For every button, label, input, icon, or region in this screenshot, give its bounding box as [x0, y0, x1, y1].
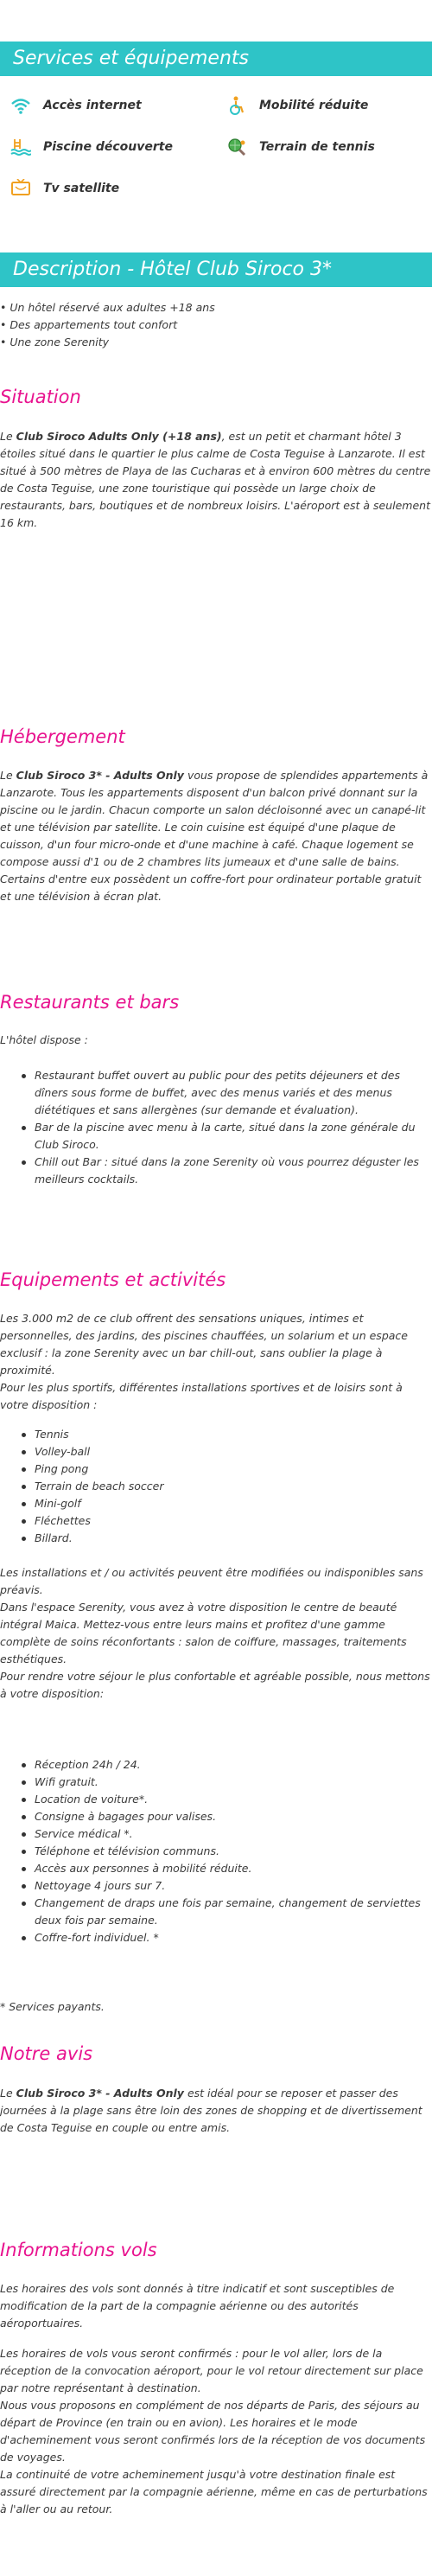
list-item: Wifi gratuit. — [0, 1774, 432, 1791]
services-list — [0, 1756, 432, 1946]
services-footnote: * Services payants. — [0, 2000, 105, 2013]
list-item: Changement de draps une fois par semaine, changement de serviettes deux fois par semaine. — [0, 1895, 432, 1929]
list-item: Réception 24h / 24. — [0, 1756, 432, 1774]
highlight-item: • Une zone Serenity — [0, 336, 110, 348]
tennis-icon — [226, 137, 247, 157]
list-item: Location de voiture*. — [0, 1791, 432, 1808]
amenity-label: Accès internet — [43, 99, 142, 112]
restaurants-list — [0, 1067, 432, 1188]
amenity-label: Tv satellite — [43, 182, 120, 195]
situation-text: Le Club Siroco Adults Only (+18 ans), est un petit et charmant hôtel 3 étoiles situé dans le quartier le plus calme de Costa Teguise à Lanzarote. Il est situé à 500 mètres de Playa de las Cucharas et à environ 600 mètres du centre de Costa Teguise, une zone touristique qui possède un large choix de restaurants, bars, boutiques et de nombreux loisirs. L'aéroport est à seulement 16 km. — [0, 430, 431, 529]
restaurants-heading: Restaurants et bars — [0, 992, 180, 1013]
list-item: Terrain de beach soccer — [0, 1478, 432, 1495]
highlight-item: • Des appartements tout confort — [0, 318, 178, 331]
amenity-accessibility — [226, 95, 368, 116]
amenity-label: Mobilité réduite — [259, 99, 369, 112]
amenity-tv — [10, 178, 119, 199]
hebergement-heading: Hébergement — [0, 726, 125, 747]
list-item: Coffre-fort individuel. * — [0, 1929, 432, 1946]
pool-icon — [10, 137, 31, 157]
amenity-wifi — [10, 95, 142, 116]
highlights-list — [0, 299, 432, 351]
highlight-item: • Un hôtel réservé aux adultes +18 ans — [0, 301, 215, 314]
list-item: Bar de la piscine avec menu à la carte, situé dans la zone générale du Club Siroco. — [0, 1119, 432, 1154]
services-header: Services et équipements — [0, 42, 432, 76]
list-item: Nettoyage 4 jours sur 7. — [0, 1877, 432, 1895]
list-item: Ping pong — [0, 1461, 432, 1478]
amenity-label: Terrain de tennis — [259, 140, 375, 154]
list-item: Restaurant buffet ouvert au public pour des petits déjeuners et des dîners sous forme de buffet, avec des menus variés et des menus diététiques et sans allergènes (sur demande et évaluation). — [0, 1067, 432, 1119]
list-item: Accès aux personnes à mobilité réduite. — [0, 1860, 432, 1877]
list-item: Téléphone et télévision communs. — [0, 1843, 432, 1860]
list-item: Tennis — [0, 1426, 432, 1443]
avis-heading: Notre avis — [0, 2043, 93, 2064]
list-item: Consigne à bagages pour valises. — [0, 1808, 432, 1825]
hebergement-text: Le Club Siroco 3* - Adults Only vous propose de splendides appartements à Lanzarote. Tous les appartements disposent d'un balcon privé donnant sur la piscine ou le jardin. Chacun comporte un salon décloisonné avec un canapé-lit et une télévision par satellite. Le coin cuisine est équipé d'une plaque de cuisson, d'un four micro-onde et d'une machine à café. Chaque logement se compose aussi d'1 ou de 2 chambres lits jumeaux et d'une salle de bains. Certains d'entre eux possèdent un coffre-fort pour ordinateur portable gratuit et une télévision à écran plat. — [0, 769, 429, 903]
restaurants-intro: L'hôtel dispose : — [0, 1033, 88, 1046]
equipements-intro: Les 3.000 m2 de ce club offrent des sensations uniques, intimes et personnelles, des jardins, des piscines chauffées, un solarium et un espace exclusif : la zone Serenity avec un bar chill-out, sans oublier la plage à proximité. Pour les plus sportifs, différentes installations sportives et de loisirs sont à votre disposition : — [0, 1312, 408, 1411]
list-item: Fléchettes — [0, 1512, 432, 1530]
vols-p1: Les horaires des vols sont donnés à titre indicatif et sont susceptibles de modification de la part de la compagnie aérienne ou des autorités aéroportuaires. — [0, 2282, 395, 2330]
list-item: Service médical *. — [0, 1825, 432, 1843]
list-item: Billard. — [0, 1530, 432, 1547]
tv-icon — [10, 178, 31, 199]
amenity-pool — [10, 137, 173, 157]
equipements-notes: Les installations et / ou activités peuvent être modifiées ou indisponibles sans préavis. Dans l'espace Serenity, vous avez à votre disposition le centre de beauté intégral Maica. Mettez-vous entre leurs mains et profitez d'une gamme complète de soins réconfortants : salon de coiffure, massages, traitements esthétiques. Pour rendre votre séjour le plus confortable et agréable possible, nous mettons à votre disposition: — [0, 1566, 430, 1700]
list-item: Mini-golf — [0, 1495, 432, 1512]
vols-heading: Informations vols — [0, 2240, 157, 2260]
amenity-label: Piscine découverte — [43, 140, 173, 154]
description-header: Description - Hôtel Club Siroco 3* — [0, 252, 432, 287]
wifi-icon — [10, 95, 31, 116]
avis-text: Le Club Siroco 3* - Adults Only est idéal pour se reposer et passer des journées à la plage sans être loin des zones de shopping et de divertissement de Costa Teguise en couple ou entre amis. — [0, 2087, 422, 2134]
list-item: Chill out Bar : situé dans la zone Serenity où vous pourrez déguster les meilleurs cocktails. — [0, 1154, 432, 1188]
wheelchair-icon — [226, 95, 247, 116]
equipements-heading: Equipements et activités — [0, 1269, 226, 1290]
list-item: Volley-ball — [0, 1443, 432, 1461]
amenity-tennis — [226, 137, 375, 157]
situation-heading: Situation — [0, 387, 81, 407]
vols-p2: Les horaires de vols vous seront confirmés : pour le vol aller, lors de la réception de la convocation aéroport, pour le vol retour directement sur place par notre représentant à destination. Nous vous proposons en complément de nos départs de Paris, des séjours au départ de Province (en train ou en avion). Les horaires et le mode d'acheminement vous seront confirmés lors de la réception de vos documents de voyages. La continuité de votre acheminement jusqu'à votre destination finale est assuré directement par la compagnie aérienne, même en cas de perturbations à l'aller ou au retour. — [0, 2347, 428, 2515]
sports-list — [0, 1426, 432, 1547]
